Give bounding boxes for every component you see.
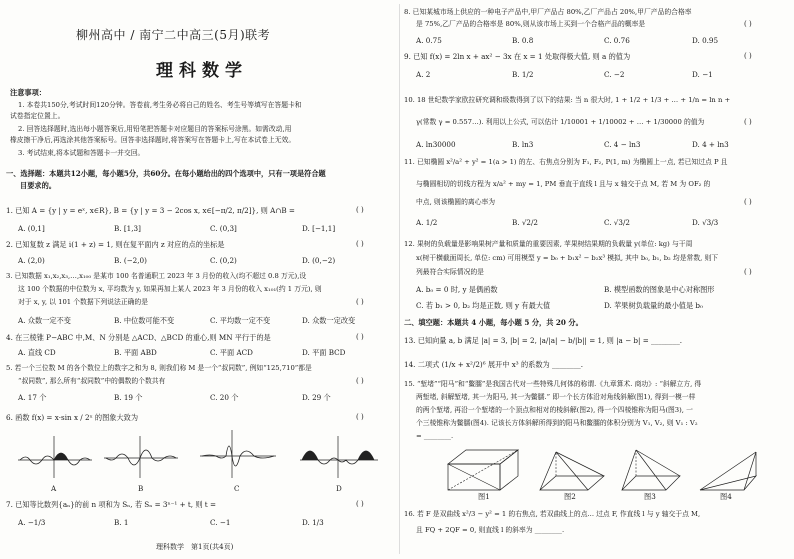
q12-option-b: B. 模型函数的图象是中心对称图形	[604, 285, 715, 294]
q6-graph-a	[16, 432, 94, 482]
q15-fig-label-4: 图4	[720, 492, 732, 501]
q4-option-d: D. 平面 BCD	[302, 348, 346, 357]
q12-option-a: A. b₀ = 0 时, y 是偶函数	[416, 285, 498, 294]
q1-option-d: D. [−1,1]	[302, 224, 336, 233]
q1-answer-paren: ( )	[356, 206, 364, 214]
q2-option-a: A. (2,0)	[18, 256, 45, 265]
q5-line: “叔同数”, 那么所有“叔同数”中的偶数的个数共有	[18, 377, 166, 385]
q2-option-b: B. (−2,0)	[114, 256, 147, 265]
q16-line: 16. 若 F 是双曲线 x²/3 − y² = 1 的右焦点, 若双曲线上的点... 过点 F, 作直线 l 与 y 轴交于点 M,	[404, 510, 701, 518]
q5-answer-paren: ( )	[356, 377, 364, 385]
q3-option-b: B. 中位数可能不变	[114, 316, 175, 325]
q7-option-d: D. 1/3	[302, 518, 324, 527]
q6-answer-paren: ( )	[356, 413, 364, 421]
q9-option-a: A. 2	[416, 70, 431, 79]
q9-option-b: B. 1/2	[512, 70, 534, 79]
note-line: 3. 考试结束,将本试题和答题卡一并交回。	[18, 149, 145, 157]
q4-option-c: C. 平面 ACD	[210, 348, 253, 357]
q6-graph-d	[298, 432, 380, 482]
q12-line: x(树干横截面周长, 单位: cm) 可用模型 y = b₀ + b₁x² − b₂x³ 模拟, 其中 b₀, b₁, b₂ 均是常数, 则下	[416, 254, 719, 262]
q7-answer-paren: ( )	[356, 500, 364, 508]
q8-option-a: A. 0.75	[416, 36, 442, 45]
q3-option-c: C. 平均数一定不变	[210, 316, 271, 325]
q10-line: γ(常数 γ = 0.557…). 利用以上公式, 可以估计 1/10001 + 1/10002 + … + 1/30000 的值为	[416, 118, 705, 126]
q3-line: 这 100 个数据的中位数为 x, 平均数为 y, 如果再加上某人 2023 年 3 月份的收入 x₁₀₁(约 1 万元), 则	[18, 285, 322, 293]
q15-line: 的两个堑堵, 再沿一个堑堵的一个顶点和相对的棱斜解(图2), 得一个四棱锥称为阳马(图3), 一	[416, 406, 693, 414]
q10-option-a: A. ln30000	[416, 140, 456, 149]
q9-option-d: D. −1	[692, 70, 713, 79]
q15-figure-2	[534, 446, 610, 492]
q1-option-b: B. [1,3]	[114, 224, 141, 233]
q3-option-d: D. 众数一定改变	[302, 316, 356, 325]
q16-line: 且 FQ + 2QF = 0, 则直线 l 的斜率为 ________.	[416, 526, 565, 534]
q8-option-b: B. 0.8	[512, 36, 534, 45]
notes-label: 注意事项：	[10, 88, 46, 97]
q9-stem: 9. 已知 f(x) = 2ln x + ax² − 3x 在 x = 1 处取得极大值, 则 a 的值为	[404, 52, 631, 61]
q15-fig-label-1: 图1	[478, 492, 490, 501]
q6-stem: 6. 函数 f(x) = x·sin x / 2ˣ 的图象大致为	[6, 413, 139, 422]
q12-line: 列最符合实际情况的是	[416, 268, 484, 276]
q11-line: 与椭圆相切的切线方程为 x/a² + my = 1, PM 垂直于直线 l 且与 x 轴交于点 M, 若 M 为 OF₂ 的	[416, 180, 711, 188]
q3-option-a: A. 众数一定不变	[18, 316, 71, 325]
note-line: 橡皮擦干净后,再选涂其他答案标号。回答非选择题时,将答案写在答题卡上,写在本试卷上无效。	[10, 136, 296, 144]
q11-line: 中点, 则该椭圆的离心率为	[416, 198, 496, 206]
q10-line: 10. 18 世纪数学家欧拉研究调和级数得到了以下的结果: 当 n 很大时, 1 + 1/2 + 1/3 + … + 1/n = ln n +	[404, 96, 731, 104]
q5-option-a: A. 17 个	[18, 393, 47, 402]
q12-line: 12. 果树的负载量是影响果树产量和质量的重要因素, 苹果树结果期的负载量 y(单位: kg) 与干周	[404, 240, 693, 248]
q10-option-d: D. 4 + ln3	[692, 140, 729, 149]
q15-fig-label-3: 图3	[644, 492, 656, 501]
q14-stem: 14. 二项式 (1/x + x²/2)⁶ 展开中 x³ 的系数为 ________.	[404, 360, 584, 369]
q3-line: 3. 已知数据 x₁,x₂,x₃,…,x₁₀₀ 是某市 100 名普通职工 2023 年 3 月份的收入(均不超过 0.8 万元),设	[6, 272, 307, 280]
q10-answer-paren: ( )	[744, 118, 752, 126]
q6-label-c: C	[234, 484, 240, 493]
note-line: 1. 本卷共150分,考试时间120分钟。答卷前,考生务必将自己的姓名、考生号等填写在答题卡和	[18, 101, 302, 109]
q8-line: 是 75%,乙厂产品的合格率是 80%,则从该市场上买到一个合格产品的概率是	[416, 20, 646, 28]
q8-option-c: C. 0.76	[604, 36, 630, 45]
q1-option-c: C. (0,3]	[210, 224, 237, 233]
q11-option-d: D. √3/3	[692, 218, 719, 227]
note-line: 试卷指定位置上。	[10, 112, 65, 120]
q5-line: 5. 若一个三位数 M 的各个数位上的数字之和为 8, 则我们称 M 是一个“叔同数”, 例如“125,710”都是	[6, 364, 312, 372]
section1-head2: 目要求的。	[20, 181, 56, 190]
q5-option-b: B. 19 个	[114, 393, 143, 402]
q6-label-b: B	[138, 484, 144, 493]
q13-stem: 13. 已知向量 a, b 满足 |a| = 3, |b| = 2, |a/|a| − b/|b|| = 1, 则 |a − b| = ________.	[404, 336, 683, 345]
q7-option-c: C. −1	[210, 518, 231, 527]
q12-option-c: C. 若 b₁ > 0, b₂ 均是正数, 则 y 有最大值	[416, 301, 551, 310]
note-line: 2. 回答选择题时,选出每小题答案后,用铅笔把答题卡对应题目的答案标号涂黑。如需改动,用	[18, 125, 292, 133]
q11-answer-paren: ( )	[744, 198, 752, 206]
q11-option-a: A. 1/2	[416, 218, 438, 227]
q15-line: = ________.	[416, 432, 454, 440]
q15-line: 两堑堵, 斜解堑堵, 其一为阳马, 其一为鳖臑.” 即一个长方体沿对角线斜解(图1), 得到一模一样	[416, 393, 696, 401]
q4-stem: 4. 在三棱锥 P−ABC 中,M、N 分别是 △ACD、△BCD 的重心,则 MN 平行于的是	[6, 333, 271, 342]
right-column	[404, 0, 790, 559]
q3-answer-paren: ( )	[356, 298, 364, 306]
q9-answer-paren: ( )	[744, 52, 752, 60]
q12-option-d: D. 苹果树负载量的最小值是 b₀	[604, 301, 703, 310]
q6-label-a: A	[51, 484, 57, 493]
q4-answer-paren: ( )	[356, 333, 364, 341]
q2-option-c: C. (0,2)	[210, 256, 237, 265]
q6-graph-c	[198, 426, 278, 482]
q11-line: 11. 已知椭圆 x²/a² + y² = 1(a > 1) 的左、右焦点分别为 F₁, F₂, P(1, m) 为椭圆上一点, 若已知过点 P 且	[404, 158, 728, 166]
q11-option-b: B. √2/2	[512, 218, 538, 227]
q8-option-d: D. 0.95	[692, 36, 719, 45]
q9-option-c: C. −2	[604, 70, 625, 79]
q6-graph-b	[102, 432, 180, 482]
q10-option-c: C. 4 − ln3	[604, 140, 641, 149]
left-column	[6, 0, 398, 559]
section1-head: 一、选择题：本题共12小题，每小题5分，共60分。在每小题给出的四个选项中，只有一项是符合题	[6, 169, 326, 178]
q10-option-b: B. ln3	[512, 140, 534, 149]
q4-option-a: A. 直线 CD	[18, 348, 56, 357]
q1-stem: 1. 已知 A = {y | y = eˣ, x∈R}, B = {y | y = 3 − 2cos x, x∈[−π/2, π/2]}, 则 A∩B =	[6, 206, 295, 215]
q5-option-d: D. 29 个	[302, 393, 331, 402]
q1-option-a: A. (0,1]	[18, 224, 45, 233]
exam-title: 柳州高中 / 南宁二中高三(5月)联考	[76, 28, 271, 42]
q15-fig-label-2: 图2	[564, 492, 576, 501]
q2-option-d: D. (0,−2)	[302, 256, 336, 265]
q15-line: 15. “堑堵”“阳马”和“鳖臑”是我国古代对一些特殊几何体的称谓.《九章算术. 商功》: “斜解立方, 得	[404, 380, 702, 388]
section2-head: 二、填空题：本题共 4 小题，每小题 5 分，共 20 分。	[404, 318, 583, 327]
q15-figure-1	[444, 446, 524, 492]
q2-stem: 2. 已知复数 z 满足 i(1 + z) = 1, 则在复平面内 z 对应的点的坐标是	[6, 240, 225, 249]
q4-option-b: B. 平面 ABD	[114, 348, 157, 357]
q3-line: 对于 x, y, 以 101 个数据下列说法正确的是	[18, 298, 149, 306]
q7-option-a: A. −1/3	[18, 518, 46, 527]
subject-title: 理科数学	[156, 61, 248, 81]
q15-line: 个三棱锥称为鳖臑(图4). 记该长方体斜解所得到的阳马和鳖臑的体积分别为 V₁, V₂, 则 V₁ : V₂	[416, 419, 698, 427]
q15-figure-3	[616, 446, 686, 492]
q7-stem: 7. 已知等比数列{aₙ}的前 n 项和为 Sₙ, 若 Sₙ = 3ⁿ⁻¹ + t, 则 t =	[6, 500, 217, 509]
q8-answer-paren: ( )	[744, 20, 752, 28]
column-divider	[399, 4, 400, 554]
q6-label-d: D	[336, 484, 342, 493]
q15-figure-4	[692, 446, 762, 492]
q11-option-c: C. √3/2	[604, 218, 630, 227]
page-footer: 理科数学 第1页(共4页)	[156, 543, 234, 551]
q12-answer-paren: ( )	[744, 268, 752, 276]
q7-option-b: B. 1	[114, 518, 129, 527]
q2-answer-paren: ( )	[356, 240, 364, 248]
q8-line: 8. 已知某城市场上供应的一种电子产品中,甲厂产品占 80%,乙厂产品占 20%,甲厂产品的合格率	[404, 8, 692, 16]
q5-option-c: C. 20 个	[210, 393, 239, 402]
